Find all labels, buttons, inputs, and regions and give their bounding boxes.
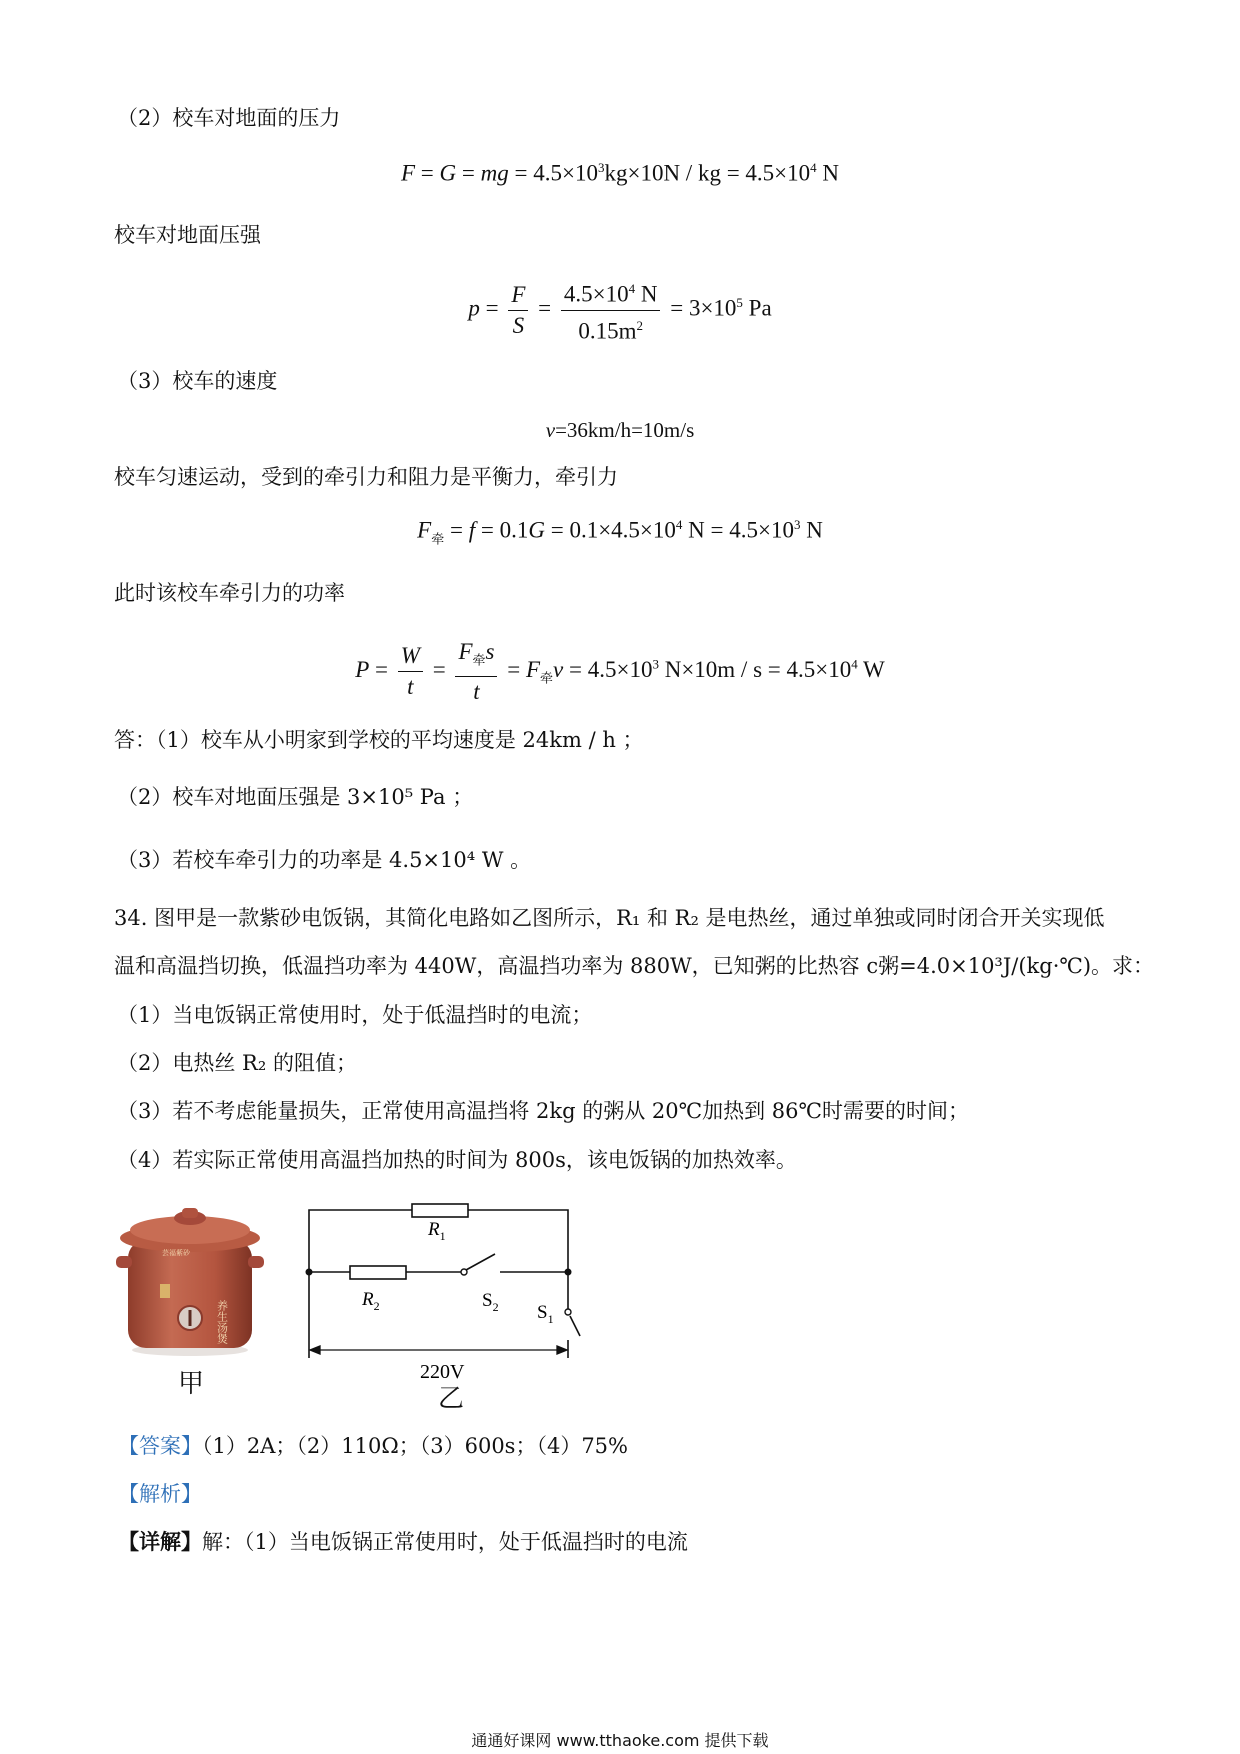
sub-question-4: （4）若实际正常使用高温挡加热的时间为 800s，该电饭锅的加热效率。: [117, 1148, 797, 1172]
r2-label: $R_2$: [362, 1289, 380, 1313]
answer-tag: 【答案】: [118, 1434, 202, 1458]
answer-line: [118, 1431, 628, 1461]
sub-question-3: （3）若不考虑能量损失，正常使用高温挡将 2kg 的粥从 20℃加热到 86℃时需要的时间；: [117, 1099, 970, 1123]
detail-line: [118, 1527, 688, 1557]
page-footer: 通通好课网 www.tthaoke.com 提供下载: [471, 1731, 769, 1750]
switch-s1: [570, 1316, 580, 1336]
circuit-diagram: [290, 1200, 610, 1390]
force-equation: F = G = mg = $4.5\times 10^3kg\times 10N$ / kg = $4.5\times 10^4$ N: [400, 160, 840, 186]
traction-text: 校车匀速运动，受到的牵引力和阻力是平衡力，牵引力: [114, 465, 618, 489]
answer-2: （2）校车对地面压强是 3×10⁵ Pa ；: [117, 785, 474, 809]
r1-label: $R_1$: [428, 1219, 446, 1243]
rice-cooker-image: [110, 1200, 270, 1360]
speed-equation: v=36km/h=10m/s: [545, 418, 695, 442]
question-34-line1: 34. 图甲是一款紫砂电饭锅，其简化电路如乙图所示，R₁ 和 R₂ 是电热丝，通过单独或同时闭合开关实现低: [114, 906, 1105, 930]
power-header: 此时该校车牵引力的功率: [114, 581, 345, 605]
analysis-tag: 【解析】: [118, 1482, 202, 1506]
question-34-line2: 温和高温挡切换，低温挡功率为 440W，高温挡功率为 880W，已知粥的比热容 c粥=4.0×10³J/(kg·℃)。求：: [114, 954, 1155, 978]
pressure-equation: p = $\frac{F}{S}$ = $\frac{4.5\times 10^4 N}{0.15m^2}$ = $3\times 10^5$ Pa: [0, 274, 1240, 346]
detail-text: 解：（1）当电饭锅正常使用时，处于低温挡时的电流: [202, 1530, 688, 1554]
part2-header: （2）校车对地面的压力: [117, 106, 341, 130]
answer-text: （1）2A；（2）110Ω；（3）600s；（4）75%: [202, 1434, 628, 1458]
answer-1: 答：（1）校车从小明家到学校的平均速度是 24km / h ；: [114, 728, 644, 752]
answer-3: （3）若校车牵引力的功率是 4.5×10⁴ W 。: [117, 848, 532, 872]
s2-label: $S_2$: [482, 1290, 499, 1314]
sub-question-1: （1）当电饭锅正常使用时，处于低温挡时的电流；: [117, 1003, 593, 1027]
sub-question-2: （2）电热丝 R₂ 的阻值；: [117, 1051, 357, 1075]
svg-text:养生汤煲: 养生汤煲: [215, 1300, 229, 1344]
voltage-label: 220V: [420, 1361, 465, 1383]
figure-label-a: 甲: [178, 1369, 205, 1399]
figure-label-b: 乙: [438, 1384, 465, 1414]
resistor-r2: [350, 1266, 406, 1279]
switch-s2: [466, 1254, 495, 1270]
detail-tag: 【详解】: [118, 1529, 202, 1554]
traction-equation: $F_牵 = f = 0.1G = 0.1\times 4.5\times 10^4$ $N = 4.5\times 10^3$ N: [417, 517, 823, 547]
s1-label: $S_1$: [537, 1302, 554, 1326]
part3-header: （3）校车的速度: [117, 369, 278, 393]
pressure-header: 校车对地面压强: [114, 223, 261, 247]
power-equation: P = $\frac{W}{t}$ = $\frac{F_牵s}{t}$ = $F_牵v = 4.5\times 10^3$ $N\times 10m / s = 4.5\times 10^4$ W: [355, 639, 885, 704]
svg-text:芸福紫砂: 芸福紫砂: [162, 1249, 190, 1257]
resistor-r1: [412, 1204, 468, 1217]
